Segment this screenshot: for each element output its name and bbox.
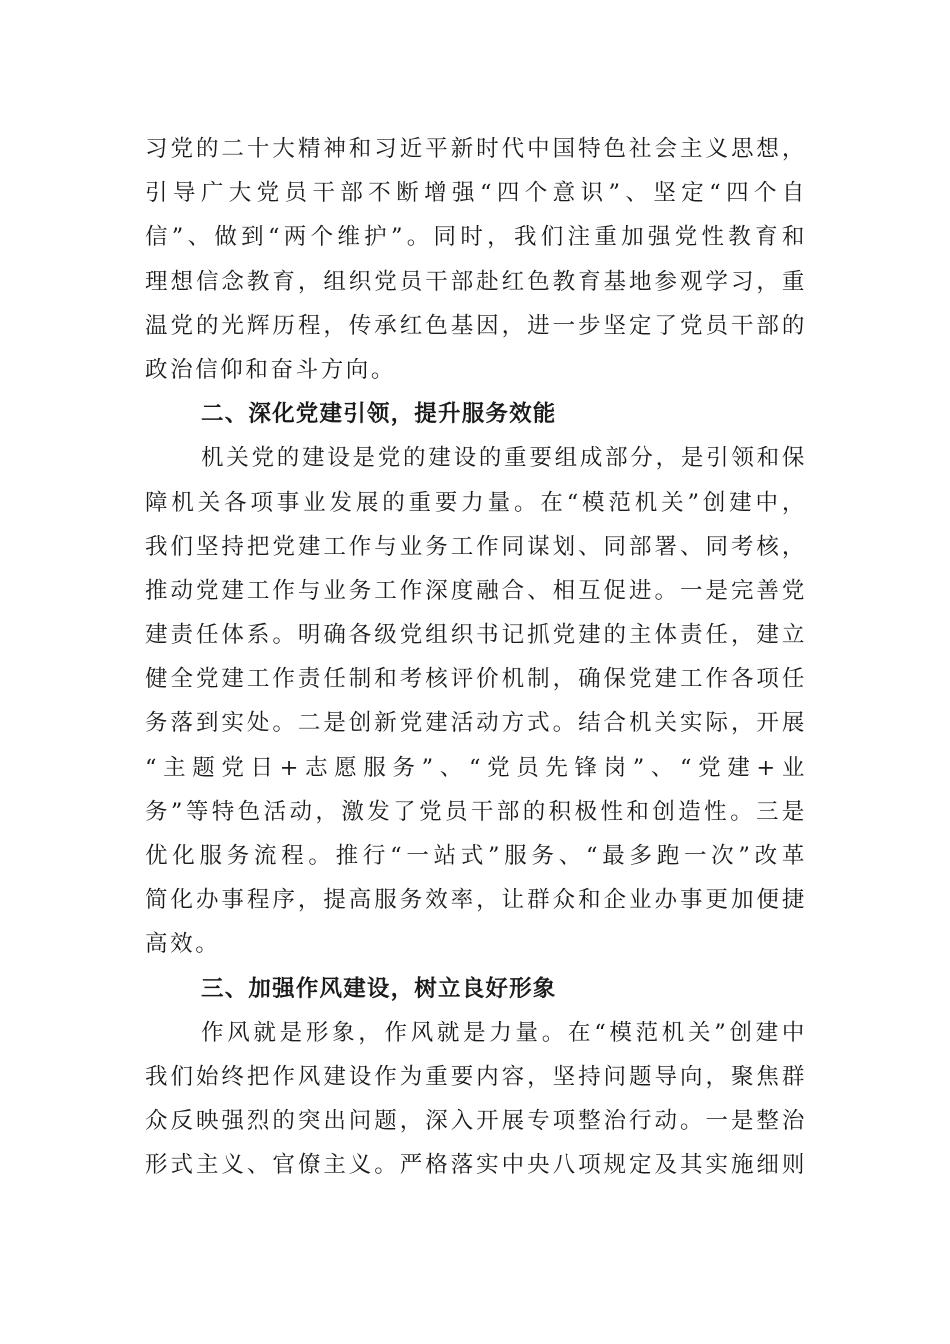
paragraph-3-line-3: 众反映强烈的突出问题，深入开展专项整治行动。一是整治 (145, 1108, 807, 1135)
paragraph-2-line-4: 推动党建工作与业务工作深度融合、相互促进。一是完善党 (145, 577, 807, 604)
paragraph-3-line-1: 作风就是形象，作风就是力量。在“模范机关”创建中 (201, 1019, 807, 1046)
paragraph-3-line-2: 我们始终把作风建设作为重要内容，坚持问题导向，聚焦群 (145, 1063, 807, 1090)
paragraph-1-line-1: 习党的二十大精神和习近平新时代中国特色社会主义思想， (145, 136, 807, 162)
paragraph-2-line-11: 简化办事程序，提高服务效率，让群众和企业办事更加便捷 (145, 887, 807, 914)
paragraph-2-line-6: 健全党建工作责任制和考核评价机制，确保党建工作各项任 (145, 666, 807, 693)
paragraph-2-line-7: 务落到实处。二是创新党建活动方式。结合机关实际，开展 (145, 710, 807, 737)
paragraph-3-line-4: 形式主义、官僚主义。严格落实中央八项规定及其实施细则 (145, 1152, 807, 1179)
paragraph-1-line-2: 引导广大党员干部不断增强“四个意识”、坚定“四个自 (145, 180, 807, 207)
paragraph-1-line-5: 温党的光辉历程，传承红色基因，进一步坚定了党员干部的 (145, 312, 807, 339)
paragraph-2-line-9: 务”等特色活动，激发了党员干部的积极性和创造性。三是 (145, 798, 807, 825)
paragraph-1-line-4: 理想信念教育，组织党员干部赴红色教育基地参观学习，重 (145, 268, 807, 295)
paragraph-1-line-6: 政治信仰和奋斗方向。 (145, 356, 397, 383)
paragraph-1-line-3: 信”、做到“两个维护”。同时，我们注重加强党性教育和 (145, 224, 807, 251)
document-body (145, 127, 807, 1188)
paragraph-2-line-2: 障机关各项事业发展的重要力量。在“模范机关”创建中， (145, 489, 807, 516)
paragraph-2-line-12: 高效。 (145, 931, 221, 958)
section-heading-2: 二、深化党建引领，提升服务效能 (201, 401, 557, 428)
paragraph-2-line-5: 建责任体系。明确各级党组织书记抓党建的主体责任，建立 (145, 622, 807, 649)
paragraph-2-line-10: 优化服务流程。推行“一站式”服务、“最多跑一次”改革 (145, 843, 807, 869)
paragraph-2-line-1: 机关党的建设是党的建设的重要组成部分，是引领和保 (201, 445, 807, 472)
paragraph-2-line-8: “主题党日+志愿服务”、“党员先锋岗”、“党建+业 (145, 754, 807, 781)
section-heading-3: 三、加强作风建设，树立良好形象 (201, 975, 557, 1002)
paragraph-2-line-3: 我们坚持把党建工作与业务工作同谋划、同部署、同考核， (145, 533, 807, 560)
